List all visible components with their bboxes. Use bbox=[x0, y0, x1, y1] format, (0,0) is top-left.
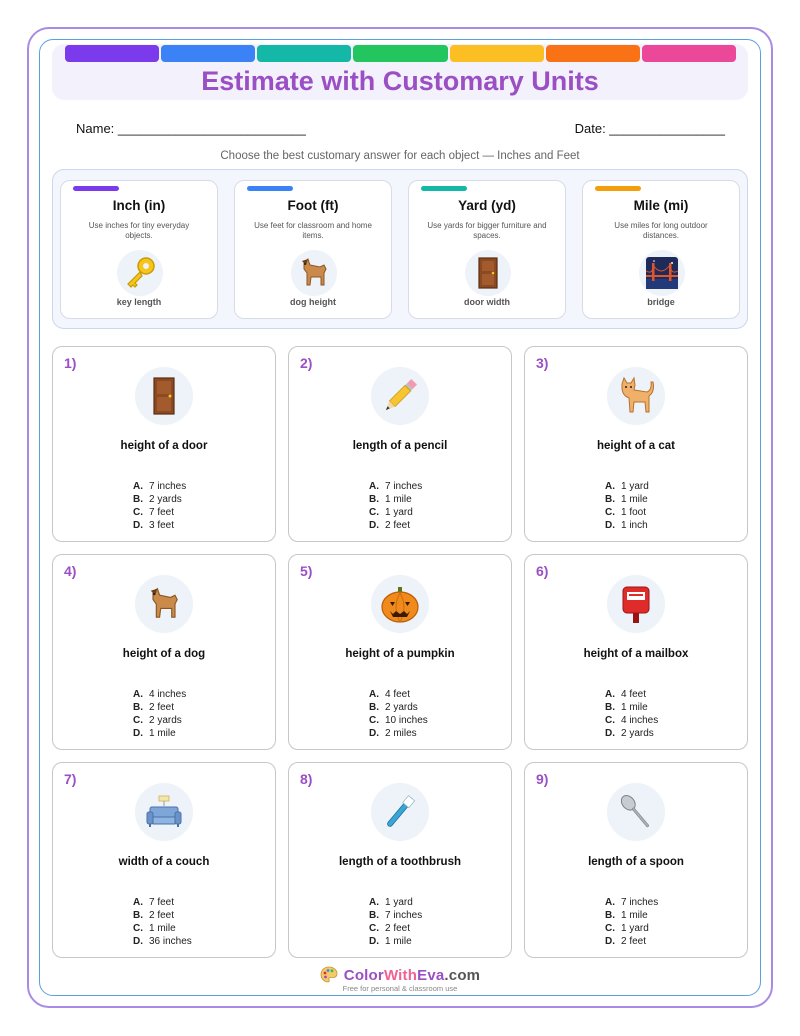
footer-logo[interactable] bbox=[0, 966, 800, 984]
answer-option[interactable]: B. 1 mile bbox=[369, 494, 412, 505]
question-number: 4) bbox=[64, 563, 77, 579]
answer-option[interactable]: B. 2 feet bbox=[133, 910, 175, 921]
answer-options bbox=[289, 480, 511, 532]
answer-option[interactable]: B. 1 mile bbox=[605, 494, 648, 505]
brand-with: With bbox=[383, 966, 418, 984]
rainbow-bar bbox=[65, 45, 736, 62]
question-number: 1) bbox=[64, 355, 77, 371]
answer-option[interactable]: B. 1 mile bbox=[605, 910, 648, 921]
answer-option[interactable]: B. 2 yards bbox=[133, 494, 182, 505]
answer-option[interactable]: B. 7 inches bbox=[369, 910, 423, 921]
cat-icon bbox=[607, 367, 665, 425]
spoon-icon bbox=[607, 783, 665, 841]
answer-option[interactable]: B. 2 feet bbox=[133, 702, 175, 713]
answer-option[interactable]: A. 1 yard bbox=[369, 897, 413, 908]
answer-option[interactable]: A. 4 feet bbox=[605, 689, 647, 700]
answer-option[interactable]: C. 4 inches bbox=[605, 715, 659, 726]
answer-option[interactable]: D. 3 feet bbox=[133, 520, 175, 531]
rainbow-segment bbox=[642, 45, 736, 62]
question-text: length of a pencil bbox=[352, 440, 448, 452]
answer-option[interactable]: C. 2 yards bbox=[133, 715, 182, 726]
date-field[interactable]: Date: ________________ bbox=[574, 121, 725, 136]
answer-options bbox=[53, 688, 275, 740]
answer-option[interactable]: A. 4 inches bbox=[133, 689, 187, 700]
answer-option[interactable]: C. 7 feet bbox=[133, 507, 175, 518]
answer-option[interactable]: D. 2 yards bbox=[605, 728, 654, 739]
footer-brand bbox=[344, 967, 480, 984]
unit-name: Yard (yd) bbox=[458, 198, 516, 213]
answer-options bbox=[525, 688, 747, 740]
question-text: height of a pumpkin bbox=[345, 648, 455, 660]
question-text: length of a spoon bbox=[588, 856, 684, 868]
unit-caption: key length bbox=[116, 297, 162, 307]
bridge-icon bbox=[639, 250, 685, 296]
page-title: Estimate with Customary Units bbox=[201, 66, 599, 96]
answer-option[interactable]: A. 7 inches bbox=[605, 897, 659, 908]
answer-option[interactable]: D. 2 feet bbox=[605, 936, 647, 947]
unit-name: Inch (in) bbox=[112, 198, 166, 213]
answer-option[interactable]: A. 7 inches bbox=[133, 481, 187, 492]
unit-color-bar bbox=[73, 186, 119, 191]
unit-color-bar bbox=[421, 186, 467, 191]
unit-card-inch bbox=[60, 180, 218, 319]
unit-description: Use yards for bigger furniture and spaces. bbox=[427, 221, 547, 240]
answer-options bbox=[289, 688, 511, 740]
question-text: length of a toothbrush bbox=[338, 856, 461, 868]
rainbow-segment bbox=[353, 45, 447, 62]
rainbow-segment bbox=[450, 45, 544, 62]
name-field[interactable]: Name: __________________________ bbox=[76, 121, 306, 136]
question-card-5 bbox=[288, 554, 512, 750]
answer-option[interactable]: D. 1 mile bbox=[133, 728, 176, 739]
unit-name: Mile (mi) bbox=[633, 198, 689, 213]
pumpkin-icon bbox=[371, 575, 429, 633]
unit-card-yard bbox=[408, 180, 566, 319]
answer-option[interactable]: C. 1 yard bbox=[605, 923, 649, 934]
answer-option[interactable]: C. 10 inches bbox=[369, 715, 428, 726]
answer-option[interactable]: C. 1 mile bbox=[133, 923, 176, 934]
answer-options bbox=[525, 896, 747, 948]
footer-tagline: Free for personal & classroom use bbox=[342, 984, 458, 993]
answer-option[interactable]: C. 1 foot bbox=[605, 507, 647, 518]
unit-description: Use feet for classroom and home items. bbox=[254, 221, 372, 240]
question-text: width of a couch bbox=[118, 856, 210, 868]
brand-eva: Eva bbox=[417, 966, 445, 984]
question-number: 3) bbox=[536, 355, 549, 371]
answer-option[interactable]: B. 1 mile bbox=[605, 702, 648, 713]
door-icon bbox=[135, 367, 193, 425]
question-number: 8) bbox=[300, 771, 313, 787]
rainbow-segment bbox=[65, 45, 159, 62]
question-number: 5) bbox=[300, 563, 313, 579]
dog-icon bbox=[291, 250, 337, 296]
answer-option[interactable]: A. 7 inches bbox=[369, 481, 423, 492]
door-icon bbox=[465, 250, 511, 296]
rainbow-segment bbox=[161, 45, 255, 62]
answer-option[interactable]: A. 1 yard bbox=[605, 481, 649, 492]
pencil-icon bbox=[371, 367, 429, 425]
rainbow-segment bbox=[546, 45, 640, 62]
question-number: 6) bbox=[536, 563, 549, 579]
question-text: height of a door bbox=[120, 440, 208, 452]
question-card-7 bbox=[52, 762, 276, 958]
answer-options bbox=[53, 480, 275, 532]
answer-option[interactable]: A. 4 feet bbox=[369, 689, 411, 700]
key-icon bbox=[117, 250, 163, 296]
answer-option[interactable]: B. 2 yards bbox=[369, 702, 418, 713]
unit-card-foot bbox=[234, 180, 392, 319]
brand-com: .com bbox=[444, 966, 481, 984]
question-card-6 bbox=[524, 554, 748, 750]
question-text: height of a mailbox bbox=[583, 648, 689, 660]
rainbow-segment bbox=[257, 45, 351, 62]
unit-color-bar bbox=[595, 186, 641, 191]
answer-option[interactable]: D. 2 feet bbox=[369, 520, 411, 531]
palette-icon bbox=[320, 966, 338, 984]
unit-color-bar bbox=[247, 186, 293, 191]
unit-name: Foot (ft) bbox=[287, 198, 339, 213]
question-card-4 bbox=[52, 554, 276, 750]
answer-option[interactable]: D. 36 inches bbox=[133, 936, 192, 947]
unit-description: Use inches for tiny everyday objects. bbox=[88, 221, 190, 240]
instructions: Choose the best customary answer for each object — Inches and Feet bbox=[220, 150, 580, 162]
mailbox-icon bbox=[607, 575, 665, 633]
question-number: 9) bbox=[536, 771, 549, 787]
answer-options bbox=[525, 480, 747, 532]
unit-caption: dog height bbox=[290, 297, 336, 307]
question-number: 7) bbox=[64, 771, 77, 787]
answer-options bbox=[289, 896, 511, 948]
answer-option[interactable]: C. 1 yard bbox=[369, 507, 413, 518]
answer-option[interactable]: C. 2 feet bbox=[369, 923, 411, 934]
answer-option[interactable]: D. 1 mile bbox=[369, 936, 412, 947]
question-card-8 bbox=[288, 762, 512, 958]
couch-icon bbox=[135, 783, 193, 841]
question-card-3 bbox=[524, 346, 748, 542]
question-text: height of a dog bbox=[122, 648, 206, 660]
question-text: height of a cat bbox=[597, 440, 675, 452]
question-card-2 bbox=[288, 346, 512, 542]
question-number: 2) bbox=[300, 355, 313, 371]
toothbrush-icon bbox=[371, 783, 429, 841]
unit-card-mile bbox=[582, 180, 740, 319]
answer-options bbox=[53, 896, 275, 948]
unit-description: Use miles for long outdoor distances. bbox=[614, 221, 708, 240]
question-card-9 bbox=[524, 762, 748, 958]
answer-option[interactable]: D. 2 miles bbox=[369, 728, 417, 739]
unit-caption: door width bbox=[464, 297, 510, 307]
answer-option[interactable]: A. 7 feet bbox=[133, 897, 175, 908]
question-card-1 bbox=[52, 346, 276, 542]
brand-color: Color bbox=[343, 966, 384, 984]
unit-caption: bridge bbox=[647, 297, 675, 307]
answer-option[interactable]: D. 1 inch bbox=[605, 520, 648, 531]
dog-icon bbox=[135, 575, 193, 633]
